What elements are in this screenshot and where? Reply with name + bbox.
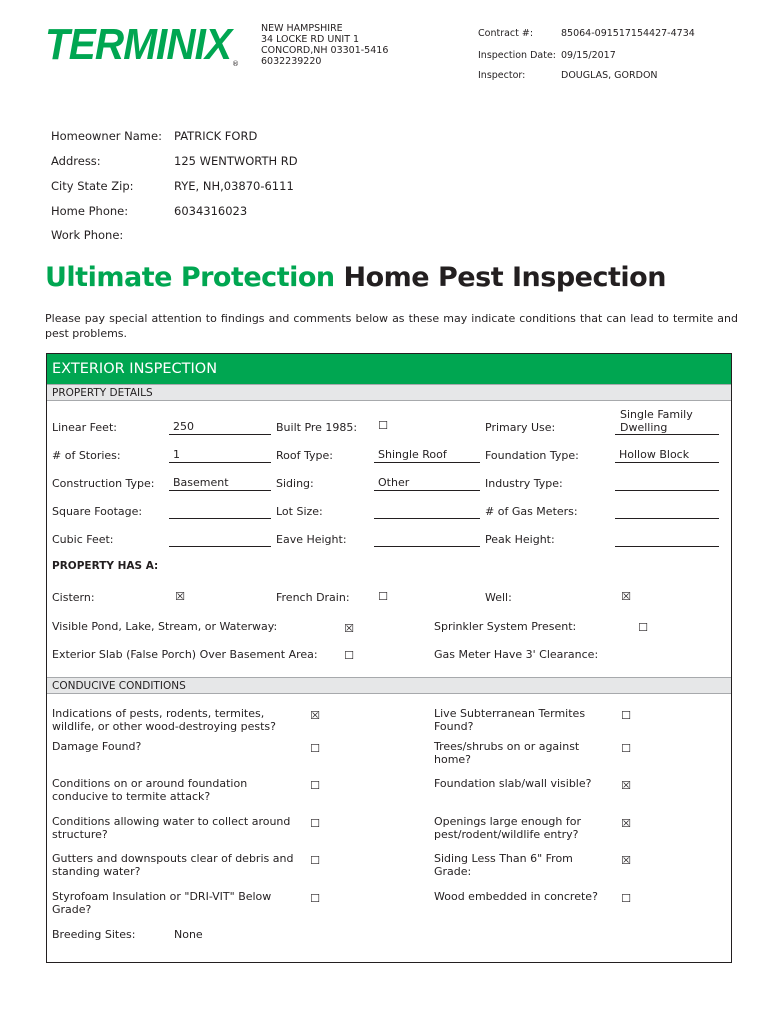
condition-item bbox=[52, 853, 307, 878]
well-checkbox[interactable]: ☒ bbox=[621, 590, 631, 603]
address: 125 WENTWORTH RD bbox=[174, 154, 298, 168]
siding-grade-checkbox[interactable]: ☒ bbox=[621, 854, 631, 867]
intro-text: Please pay special attention to findings and comments below as these may indicate conditions that can lead to termite and pest problems. bbox=[45, 312, 738, 340]
water-collect-checkbox[interactable]: ☐ bbox=[310, 817, 320, 830]
contract-number: 85064-091517154427-4734 bbox=[561, 28, 695, 39]
title-rest: Home Pest Inspection bbox=[334, 262, 666, 293]
damage-found-checkbox[interactable]: ☐ bbox=[310, 742, 320, 755]
condition-item bbox=[52, 891, 307, 916]
home-phone-label: Home Phone: bbox=[51, 204, 129, 218]
sprinkler-label: Sprinkler System Present: bbox=[434, 620, 577, 633]
french-drain-checkbox[interactable]: ☐ bbox=[378, 590, 388, 603]
terminix-logo bbox=[45, 22, 243, 68]
condition-item bbox=[434, 891, 619, 904]
condition-text: standing water? bbox=[52, 864, 141, 878]
condition-text: home? bbox=[434, 752, 472, 766]
condition-text: wildlife, or other wood-destroying pests? bbox=[52, 719, 276, 733]
branch-phone: 6032239220 bbox=[261, 56, 322, 67]
cistern-label: Cistern: bbox=[52, 591, 95, 604]
siding-field[interactable]: Other bbox=[374, 476, 480, 491]
inspector-name: DOUGLAS, GORDON bbox=[561, 70, 658, 81]
condition-item bbox=[52, 778, 307, 803]
inspection-date: 09/15/2017 bbox=[561, 50, 616, 61]
homeowner-name-label: Homeowner Name: bbox=[51, 129, 162, 143]
pests-indication-checkbox[interactable]: ☒ bbox=[310, 709, 320, 722]
breeding-sites-value: None bbox=[174, 928, 203, 941]
condition-item bbox=[434, 741, 614, 766]
gas-meters-label: # of Gas Meters: bbox=[485, 505, 578, 518]
condition-text: conducive to termite attack? bbox=[52, 789, 211, 803]
foundation-type-label: Foundation Type: bbox=[485, 449, 579, 462]
inspection-date-label: Inspection Date: bbox=[478, 50, 556, 61]
condition-text: structure? bbox=[52, 827, 108, 841]
condition-item bbox=[52, 708, 307, 733]
styrofoam-checkbox[interactable]: ☐ bbox=[310, 892, 320, 905]
condition-text: Trees/shrubs on or against bbox=[434, 740, 580, 753]
title-brand: Ultimate Protection bbox=[45, 262, 335, 293]
linear-feet-field[interactable]: 250 bbox=[169, 420, 271, 435]
french-drain-label: French Drain: bbox=[276, 591, 350, 604]
condition-text: Siding Less Than 6" From bbox=[434, 852, 573, 865]
cubic-feet-label: Cubic Feet: bbox=[52, 533, 114, 546]
industry-type-label: Industry Type: bbox=[485, 477, 563, 490]
condition-text: Foundation slab/wall visible? bbox=[434, 777, 592, 790]
logo-text: TERMINIX bbox=[45, 20, 232, 69]
registered-mark: ® bbox=[232, 60, 239, 68]
address-label: Address: bbox=[51, 154, 101, 168]
branch-line: NEW HAMPSHIRE bbox=[261, 23, 343, 34]
exterior-inspection-header: EXTERIOR INSPECTION bbox=[47, 354, 731, 384]
inspector-label: Inspector: bbox=[478, 70, 526, 81]
exterior-slab-checkbox[interactable]: ☐ bbox=[344, 649, 354, 662]
property-details-header: PROPERTY DETAILS bbox=[47, 384, 731, 401]
city-state-zip-label: City State Zip: bbox=[51, 179, 134, 193]
condition-text: Conditions on or around foundation bbox=[52, 777, 248, 790]
branch-address bbox=[261, 23, 388, 67]
primary-use-value-line1: Single Family bbox=[620, 408, 693, 421]
primary-use-field[interactable] bbox=[615, 408, 719, 435]
gas-meter-clearance-label: Gas Meter Have 3' Clearance: bbox=[434, 648, 599, 661]
stories-label: # of Stories: bbox=[52, 449, 121, 462]
condition-item bbox=[52, 816, 307, 841]
page-title bbox=[45, 262, 666, 293]
condition-text: Openings large enough for bbox=[434, 815, 582, 828]
lot-size-field[interactable] bbox=[374, 504, 480, 519]
condition-text: Styrofoam Insulation or "DRI-VIT" Below bbox=[52, 890, 272, 903]
condition-item bbox=[434, 853, 614, 878]
condition-text: Live Subterranean Termites bbox=[434, 707, 586, 720]
pond-checkbox[interactable]: ☒ bbox=[344, 622, 354, 635]
stories-field[interactable]: 1 bbox=[169, 448, 271, 463]
work-phone-label: Work Phone: bbox=[51, 228, 124, 242]
live-termites-checkbox[interactable]: ☐ bbox=[621, 709, 631, 722]
primary-use-value-line2: Dwelling bbox=[620, 421, 668, 434]
lot-size-label: Lot Size: bbox=[276, 505, 323, 518]
linear-feet-label: Linear Feet: bbox=[52, 421, 117, 434]
gas-meters-field[interactable] bbox=[615, 504, 719, 519]
condition-text: Wood embedded in concrete? bbox=[434, 890, 598, 903]
well-label: Well: bbox=[485, 591, 512, 604]
breeding-sites-label: Breeding Sites: bbox=[52, 928, 136, 941]
eave-height-field[interactable] bbox=[374, 532, 480, 547]
home-phone: 6034316023 bbox=[174, 204, 248, 218]
branch-line: CONCORD,NH 03301-5416 bbox=[261, 45, 389, 56]
contract-label: Contract #: bbox=[478, 28, 534, 39]
condition-text: Found? bbox=[434, 719, 474, 733]
city-state-zip: RYE, NH,03870-6111 bbox=[174, 179, 294, 193]
primary-use-label: Primary Use: bbox=[485, 421, 556, 434]
condition-text: Conditions allowing water to collect around bbox=[52, 815, 291, 828]
peak-height-field[interactable] bbox=[615, 532, 719, 547]
exterior-slab-label: Exterior Slab (False Porch) Over Basement Area: bbox=[52, 648, 318, 661]
condition-text: pest/rodent/wildlife entry? bbox=[434, 827, 579, 841]
condition-item bbox=[52, 741, 307, 754]
construction-type-field[interactable]: Basement bbox=[169, 476, 271, 491]
conducive-conditions-header: CONDUCIVE CONDITIONS bbox=[47, 677, 731, 694]
condition-text: Indications of pests, rodents, termites, bbox=[52, 707, 265, 720]
cubic-feet-field[interactable] bbox=[169, 532, 271, 547]
eave-height-label: Eave Height: bbox=[276, 533, 347, 546]
roof-type-field[interactable]: Shingle Roof bbox=[374, 448, 480, 463]
roof-type-label: Roof Type: bbox=[276, 449, 333, 462]
condition-item bbox=[434, 816, 614, 841]
gutters-checkbox[interactable]: ☐ bbox=[310, 854, 320, 867]
construction-type-label: Construction Type: bbox=[52, 477, 155, 490]
condition-text: Grade? bbox=[52, 902, 92, 916]
property-has-heading: PROPERTY HAS A: bbox=[52, 560, 159, 572]
sprinkler-checkbox[interactable]: ☐ bbox=[638, 621, 648, 634]
square-footage-field[interactable] bbox=[169, 504, 271, 519]
condition-item bbox=[434, 708, 614, 733]
slab-visible-checkbox[interactable]: ☒ bbox=[621, 779, 631, 792]
condition-text: Gutters and downspouts clear of debris and bbox=[52, 852, 294, 865]
condition-text: Damage Found? bbox=[52, 740, 142, 753]
condition-item bbox=[434, 778, 614, 791]
cistern-checkbox[interactable]: ☒ bbox=[175, 590, 185, 603]
branch-line: 34 LOCKE RD UNIT 1 bbox=[261, 34, 360, 45]
openings-checkbox[interactable]: ☒ bbox=[621, 817, 631, 830]
square-footage-label: Square Footage: bbox=[52, 505, 143, 518]
homeowner-name: PATRICK FORD bbox=[174, 129, 258, 143]
foundation-conditions-checkbox[interactable]: ☐ bbox=[310, 779, 320, 792]
industry-type-field[interactable] bbox=[615, 476, 719, 491]
siding-label: Siding: bbox=[276, 477, 314, 490]
wood-concrete-checkbox[interactable]: ☐ bbox=[621, 892, 631, 905]
pond-label: Visible Pond, Lake, Stream, or Waterway: bbox=[52, 620, 278, 633]
foundation-type-field[interactable]: Hollow Block bbox=[615, 448, 719, 463]
condition-text: Grade: bbox=[434, 864, 472, 878]
built-pre-1985-checkbox[interactable]: ☐ bbox=[378, 419, 388, 432]
built-pre-1985-label: Built Pre 1985: bbox=[276, 421, 358, 434]
trees-shrubs-checkbox[interactable]: ☐ bbox=[621, 742, 631, 755]
peak-height-label: Peak Height: bbox=[485, 533, 555, 546]
